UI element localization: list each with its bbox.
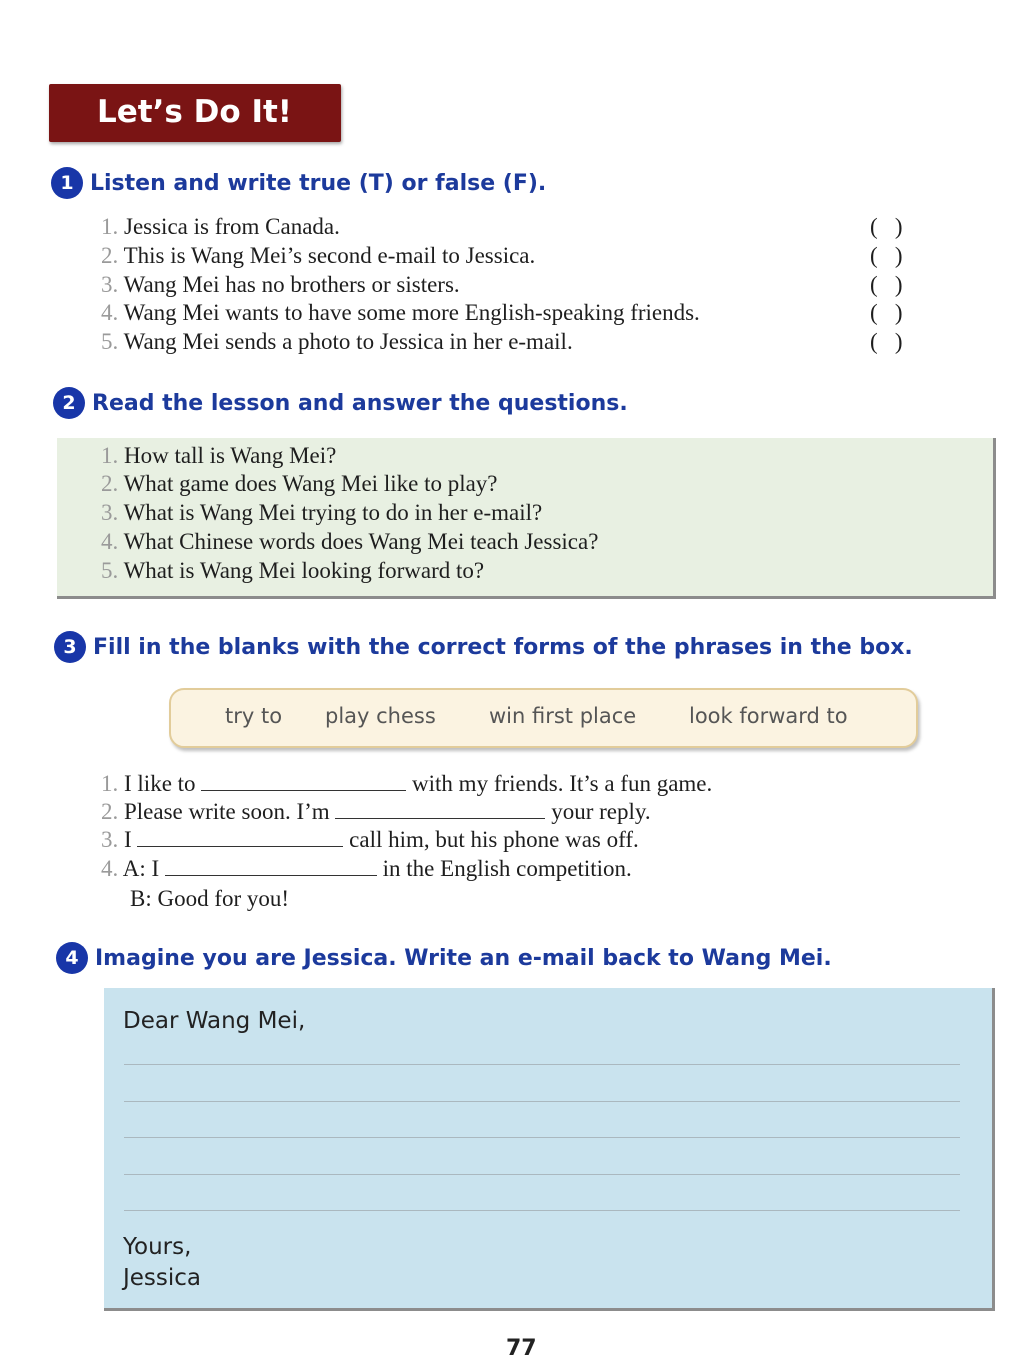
item-number: 4. [101, 300, 119, 325]
item-text: What is Wang Mei looking forward to? [123, 558, 485, 583]
answer-parens-2[interactable]: ( ) [870, 243, 903, 268]
fill-item-4 [101, 855, 632, 883]
item-text: What game does Wang Mei like to play? [123, 471, 498, 496]
answer-parens-3[interactable]: ( ) [870, 272, 903, 297]
writing-line[interactable] [124, 1064, 960, 1065]
section-3-number: 3 [54, 631, 86, 663]
answer-parens-1[interactable]: ( ) [870, 214, 903, 239]
item-text-after: with my friends. It’s a fun game. [412, 771, 713, 796]
email-writing-box[interactable] [104, 988, 995, 1311]
writing-line[interactable] [124, 1101, 960, 1102]
question-item-5 [101, 557, 484, 585]
question-item-3 [101, 499, 542, 527]
item-text-before: A: I [122, 856, 160, 881]
item-number: 5. [101, 558, 119, 583]
section-3-title: Fill in the blanks with the correct forms of the phrases in the box. [93, 634, 913, 660]
item-number: 3. [101, 500, 119, 525]
item-number: 1. [101, 214, 119, 239]
tf-item-4 [101, 299, 700, 327]
item-text-before: I like to [124, 771, 196, 796]
section-4-title: Imagine you are Jessica. Write an e-mail back to Wang Mei. [95, 945, 832, 971]
item-text: This is Wang Mei’s second e-mail to Jessica. [123, 243, 536, 268]
item-text: Jessica is from Canada. [124, 214, 340, 239]
section-2-heading [53, 387, 628, 419]
section-1-heading [51, 167, 546, 199]
tf-item-1 [101, 213, 340, 241]
item-text: Wang Mei has no brothers or sisters. [123, 272, 460, 297]
item-number: 5. [101, 329, 119, 354]
section-1-title: Listen and write true (T) or false (F). [90, 170, 547, 196]
item-number: 4. [101, 856, 119, 881]
item-text: Wang Mei wants to have some more English-speaking friends. [123, 300, 700, 325]
page-number: 77 [506, 1336, 537, 1361]
fill-item-4-reply: B: Good for you! [130, 886, 290, 911]
section-2-number: 2 [53, 387, 85, 419]
email-greeting: Dear Wang Mei, [123, 1008, 306, 1034]
item-text: How tall is Wang Mei? [124, 443, 337, 468]
email-signature: Jessica [123, 1265, 202, 1291]
section-3-heading [54, 631, 913, 663]
writing-line[interactable] [124, 1137, 960, 1138]
item-text: What Chinese words does Wang Mei teach Jessica? [123, 529, 599, 554]
item-text: What is Wang Mei trying to do in her e-mail? [123, 500, 543, 525]
tf-item-5 [101, 328, 573, 356]
tf-item-2 [101, 242, 535, 270]
phrase-look-forward-to: look forward to [689, 704, 848, 728]
fill-item-3 [101, 826, 639, 854]
item-number: 2. [101, 471, 119, 496]
phrase-try-to: try to [225, 704, 283, 728]
fill-item-2 [101, 798, 651, 826]
answer-parens-5[interactable]: ( ) [870, 329, 903, 354]
question-item-1 [101, 442, 336, 470]
blank-3[interactable] [137, 826, 343, 847]
item-text-before: I [124, 827, 132, 852]
item-number: 2. [101, 799, 119, 824]
item-number: 1. [101, 443, 119, 468]
item-text-before: Please write soon. I’m [124, 799, 330, 824]
phrase-play-chess: play chess [325, 704, 436, 728]
phrase-win-first-place: win first place [489, 704, 637, 728]
item-number: 3. [101, 827, 119, 852]
tf-item-3 [101, 271, 460, 299]
item-number: 3. [101, 272, 119, 297]
phrase-box [169, 688, 918, 748]
writing-line[interactable] [124, 1174, 960, 1175]
section-4-number: 4 [56, 942, 88, 974]
section-4-heading [56, 942, 832, 974]
item-text-after: in the English competition. [382, 856, 632, 881]
item-text-after: your reply. [551, 799, 651, 824]
section-1-number: 1 [51, 167, 83, 199]
fill-item-1 [101, 770, 712, 798]
email-closing: Yours, [123, 1234, 192, 1260]
answer-parens-4[interactable]: ( ) [870, 300, 903, 325]
question-item-4 [101, 528, 598, 556]
lets-do-it-banner [49, 84, 341, 142]
writing-line[interactable] [124, 1210, 960, 1211]
item-text-after: call him, but his phone was off. [349, 827, 639, 852]
banner-title: Let’s Do It! [97, 94, 292, 130]
section-2-title: Read the lesson and answer the questions. [92, 390, 628, 416]
item-number: 4. [101, 529, 119, 554]
blank-4[interactable] [165, 855, 377, 876]
blank-2[interactable] [335, 798, 545, 819]
item-text: Wang Mei sends a photo to Jessica in her e-mail. [123, 329, 573, 354]
blank-1[interactable] [201, 770, 406, 791]
question-item-2 [101, 470, 498, 498]
item-number: 2. [101, 243, 119, 268]
item-number: 1. [101, 771, 119, 796]
